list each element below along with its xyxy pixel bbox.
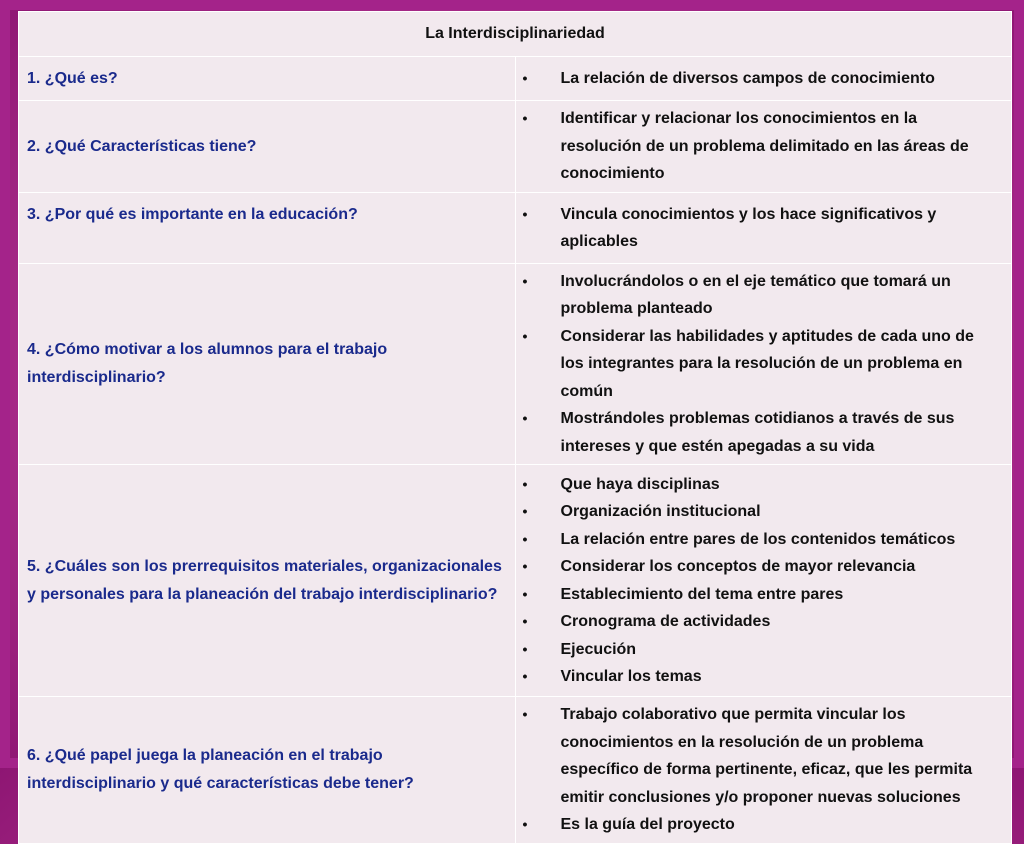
list-item: • Mostrándoles problemas cotidianos a través de sus intereses y que estén apegadas a su vida [516,405,1002,460]
table-row [19,101,1012,193]
table-row [19,263,1012,465]
bullet-icon: • [522,585,528,602]
question-cell: 3. ¿Por qué es importante en la educación? [19,192,516,263]
answer-list [516,65,1002,93]
list-item: • Ejecución [516,636,1002,664]
question-cell: 5. ¿Cuáles son los prerrequisitos materiales, organizacionales y personales para la planeación del trabajo interdisciplinario? [19,465,516,697]
answer-cell [515,697,1012,844]
answer-list [516,105,1002,188]
question-cell: 4. ¿Cómo motivar a los alumnos para el trabajo interdisciplinario? [19,263,516,465]
table-row [19,465,1012,697]
list-item: • Considerar las habilidades y aptitudes de cada uno de los integrantes para la resolución de un problema en común [516,323,1002,406]
list-item: • Involucrándolos o en el eje temático que tomará un problema planteado [516,268,1002,323]
answer-list [516,201,1002,256]
list-item: • Identificar y relacionar los conocimientos en la resolución de un problema delimitado en las áreas de conocimiento [516,105,1002,188]
bullet-icon: • [522,503,528,519]
bullet-icon: • [522,613,528,629]
list-item: • Vincula conocimientos y los hace significativos y aplicables [516,201,1002,256]
list-item: • Vincular los temas [516,663,1002,691]
answer-cell [515,192,1012,263]
table-header-row [19,12,1012,57]
bullet-icon: • [522,327,528,344]
answer-list [516,701,1002,839]
bullet-icon: • [522,706,528,722]
table-title: La Interdisciplinariedad [19,12,1012,57]
list-item: • Cronograma de actividades [516,608,1002,636]
bullet-icon: • [522,668,528,684]
list-item: • Que haya disciplinas [516,471,1002,499]
bullet-icon: • [522,410,528,426]
interdisciplinary-table [18,11,1012,844]
list-item: • La relación de diversos campos de conocimiento [516,65,1002,93]
answer-list [516,268,1002,461]
bullet-icon: • [522,205,528,222]
answer-cell [515,101,1012,193]
question-cell: 2. ¿Qué Características tiene? [19,101,516,193]
table-row [19,57,1012,101]
list-item: • Establecimiento del tema entre pares [516,581,1002,609]
answer-cell [515,465,1012,697]
bullet-icon: • [522,69,528,86]
answer-cell [515,263,1012,465]
bullet-icon: • [522,110,528,126]
bullet-icon: • [522,640,528,657]
answer-cell [515,57,1012,101]
answer-list [516,471,1002,691]
bullet-icon: • [522,530,528,547]
bullet-icon: • [522,558,528,574]
table-row [19,697,1012,844]
bullet-icon: • [522,475,528,492]
question-cell: 1. ¿Qué es? [19,57,516,101]
table-row [19,192,1012,263]
list-item: • La relación entre pares de los contenidos temáticos [516,526,1002,554]
list-item: • Trabajo colaborativo que permita vincular los conocimientos en la resolución de un problema específico de forma pertinente, eficaz, que les permita emitir conclusiones y/o proponer nuevas soluciones [516,701,1002,811]
list-item: • Es la guía del proyecto [516,811,1002,839]
question-cell: 6. ¿Qué papel juega la planeación en el trabajo interdisciplinario y qué características debe tener? [19,697,516,844]
bullet-icon: • [522,272,528,289]
list-item: • Considerar los conceptos de mayor relevancia [516,553,1002,581]
list-item: • Organización institucional [516,498,1002,526]
bullet-icon: • [522,816,528,832]
